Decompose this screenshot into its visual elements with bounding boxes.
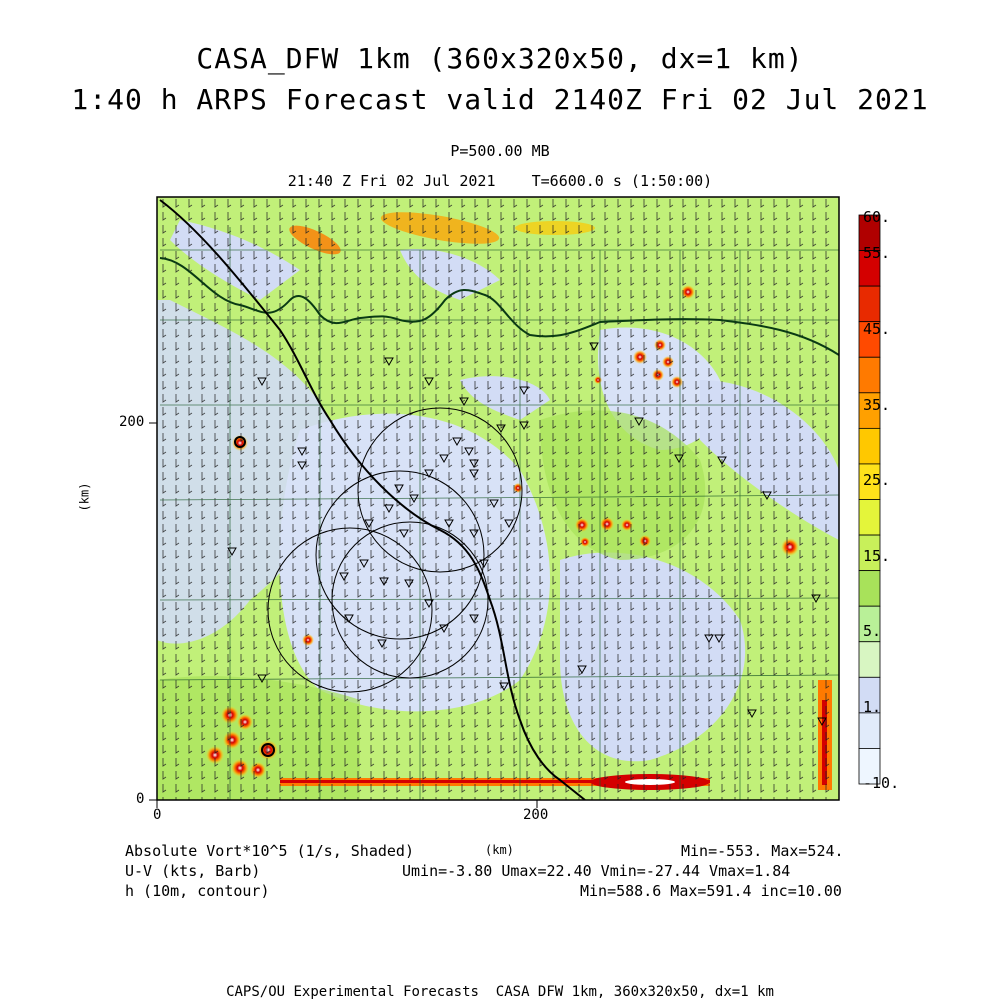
colorbar-label: 5. — [863, 622, 882, 640]
field2-stats: Umin=-3.80 Umax=22.40 Vmin=-27.44 Vmax=1.84 — [402, 862, 791, 880]
y-axis-unit: (km) — [77, 482, 92, 512]
x-tick-0: 0 — [153, 807, 162, 823]
vorticity-shading — [157, 197, 839, 800]
map-title-line2: 1:40 h ARPS Forecast valid 2140Z Fri 02 Jul 2021 — [71, 83, 929, 116]
colorbar-swatch — [859, 428, 880, 464]
field1-label: Absolute Vort*10^5 (1/s, Shaded) — [125, 842, 414, 860]
field3-stats: Min=588.6 Max=591.4 inc=10.00 — [580, 882, 842, 900]
colorbar-label: -10. — [863, 774, 900, 792]
map-title-line1: CASA_DFW 1km (360x320x50, dx=1 km) — [196, 42, 804, 75]
colorbar-swatch — [859, 642, 880, 678]
field2-label: U-V (kts, Barb) — [125, 862, 261, 880]
colorbar-label: 60. — [863, 208, 891, 226]
colorbar-swatch — [859, 357, 880, 393]
colorbar-label: 1. — [863, 698, 882, 716]
field1-stats: Min=-553. Max=524. — [681, 842, 844, 860]
y-tick-200: 200 — [119, 414, 145, 430]
colorbar-label: 45. — [863, 320, 891, 338]
colorbar-label: 25. — [863, 471, 891, 489]
colorbar-label: 55. — [863, 244, 891, 262]
pressure-level: P=500.00 MB — [450, 142, 550, 160]
valid-time: 21:40 Z Fri 02 Jul 2021 T=6600.0 s (1:50:00) — [287, 172, 713, 190]
colorbar-swatch — [859, 286, 880, 322]
field3-label: h (10m, contour) — [125, 882, 270, 900]
colorbar-swatch — [859, 500, 880, 536]
x-tick-200: 200 — [523, 807, 549, 823]
colorbar-swatch — [859, 571, 880, 607]
y-tick-0: 0 — [136, 791, 145, 807]
colorbar-label: 15. — [863, 547, 891, 565]
colorbar-label: 35. — [863, 396, 891, 414]
colorbar-swatch — [859, 713, 880, 749]
credit-line: CAPS/OU Experimental Forecasts CASA DFW 1km, 360x320x50, dx=1 km — [226, 984, 774, 1000]
x-axis-unit: (km) — [485, 843, 514, 857]
